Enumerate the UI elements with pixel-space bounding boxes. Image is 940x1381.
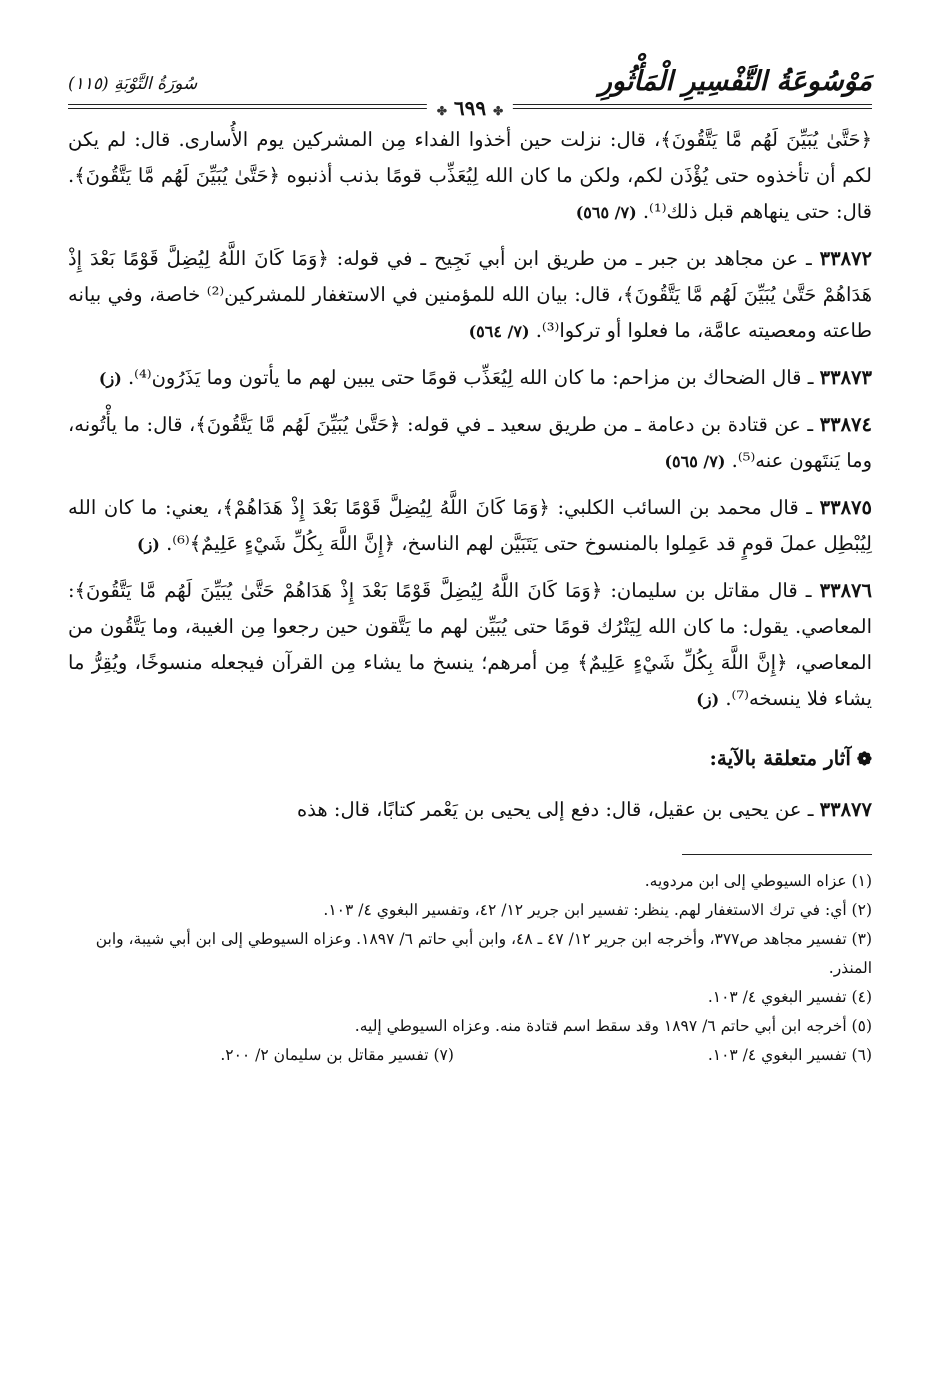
main-text (68, 122, 872, 828)
paragraph-text: ـ عن مجاهد بن جبر ـ من طريق ابن أبي نَجِيح ـ في قوله: ﴿وَمَا كَانَ اللَّهُ لِيُضِلَّ قَوْمًا بَعْدَ إِذْ هَدَاهُمْ حَتَّىٰ يُبَيِّنَ لَهُم مَّا يَتَّقُونَ﴾، قال: بيان الله للمؤمنين في الاستغفار للمشركين⁽²⁾ خاصة، وفي بيانه طاعته ومعصيته عامَّة، ما فعلوا أو تركوا⁽³⁾. (68, 247, 872, 342)
running-header (68, 62, 872, 120)
paragraph-text: ـ عن قتادة بن دعامة ـ من طريق سعيد ـ في قوله: ﴿حَتَّىٰ يُبَيِّنَ لَهُم مَّا يَتَّقُونَ﴾، قال: ما يأْتُونه، وما يَنتَهون عنه⁽⁵⁾. (68, 413, 872, 472)
narration-number: ٣٣٨٧٧ (819, 798, 872, 821)
narration-33874 (68, 407, 872, 480)
footnote-2: (٢) أي: في ترك الاستغفار لهم. ينظر: تفسير ابن جرير ١٢/ ٤٢، وتفسير البغوي ٤/ ١٠٣. (323, 901, 872, 919)
ornament-icon: ✤ (436, 104, 447, 118)
footnote-4: (٤) تفسير البغوي ٤/ ١٠٣. (707, 988, 872, 1006)
paragraph-text: ـ عن يحيى بن عقيل، قال: دفع إلى يحيى بن يَعْمر كتابًا، قال: هذه (296, 798, 814, 821)
narration-33873 (68, 360, 872, 397)
narration-33876 (68, 573, 872, 718)
narration-33875 (68, 490, 872, 563)
volume-reference: (٧/ ٥٦٥) (664, 452, 726, 471)
narration-number: ٣٣٨٧٤ (819, 413, 872, 436)
footnote-6: (٦) تفسير البغوي ٤/ ١٠٣. (707, 1046, 872, 1064)
footnote-3: (٣) تفسير مجاهد ص٣٧٧، وأخرجه ابن جرير ١٢/ ٤٧ ـ ٤٨، وابن أبي حاتم ٦/ ١٨٩٧. وعزاه السيوطي إلى ابن أبي شيبة، وابن المنذر. (95, 930, 872, 977)
footnotes (68, 867, 872, 1070)
volume-reference: (ز) (98, 369, 122, 388)
footnote-row (68, 1041, 872, 1070)
paragraph-continued (68, 122, 872, 231)
narration-number: ٣٣٨٧٥ (819, 496, 872, 519)
footnote-7: (٧) تفسير مقاتل بن سليمان ٢/ ٢٠٠. (220, 1046, 454, 1064)
footnote-1: (١) عزاه السيوطي إلى ابن مردويه. (644, 872, 872, 890)
footnote-5: (٥) أخرجه ابن أبي حاتم ٦/ ١٨٩٧ وقد سقط اسم قتادة منه. وعزاه السيوطي إليه. (354, 1017, 872, 1035)
narration-number: ٣٣٨٧٢ (819, 247, 872, 270)
volume-reference: (ز) (137, 535, 160, 554)
paragraph-text: ـ قال الضحاك بن مزاحم: ما كان الله لِيُعَذِّب قومًا حتى يبين لهم ما يأتون وما يَذَرُون⁽⁴⁾. (127, 366, 814, 389)
volume-reference: (٧/ ٥٦٥) (575, 203, 637, 222)
narration-number: ٣٣٨٧٦ (819, 579, 872, 602)
paragraph-text: ـ قال مقاتل بن سليمان: ﴿وَمَا كَانَ اللَّهُ لِيُضِلَّ قَوْمًا بَعْدَ إِذْ هَدَاهُمْ حَتَّىٰ يُبَيِّنَ لَهُم مَّا يَتَّقُونَ﴾: المعاصي. يقول: ما كان الله لِيَتْرُك قومًا حتى يُبَيِّن لهم ما يَتَّقون حين رجعوا مِن الغيبة، وما يَتَّقُون من المعاصي، ﴿إِنَّ اللَّهَ بِكُلِّ شَيْءٍ عَلِيمٌ﴾ مِن أمرهم؛ ينسخ ما يشاء مِن القرآن فيجعله منسوخًا، ويُقِرُّ ما يشاء فلا ينسخه⁽⁷⁾. (68, 579, 872, 710)
surah-label: سُورَةُ التَّوْبَةِ (١١٥) (68, 74, 198, 94)
narration-number: ٣٣٨٧٣ (819, 366, 872, 389)
section-title: آثار متعلقة بالآية: (709, 746, 851, 770)
volume-reference: (٧/ ٥٦٤) (468, 322, 530, 341)
ornament-icon: ✤ (493, 104, 504, 118)
page-number: ٦٩٩ (453, 96, 487, 120)
narration-33877 (68, 792, 872, 828)
footnote-separator (682, 854, 872, 855)
book-title: مَوْسُوعَةُ التَّفْسِيرِ الْمَأْثُورِ (598, 66, 872, 97)
page-number-box (427, 96, 513, 120)
section-heading (68, 740, 872, 778)
flower-icon: ❁ (856, 749, 872, 770)
volume-reference: (ز) (696, 690, 720, 709)
narration-33872 (68, 241, 872, 350)
paragraph-text: ـ قال محمد بن السائب الكلبي: ﴿وَمَا كَانَ اللَّهُ لِيُضِلَّ قَوْمًا بَعْدَ إِذْ هَدَاهُمْ﴾، يعني: ما كان الله لِيُبْطِل عملَ قومٍ قد عَمِلوا بالمنسوخ حتى يَتَبَيَّن لهم الناسخ، ﴿إِنَّ اللَّهَ بِكُلِّ شَيْءٍ عَلِيمٌ﴾⁽⁶⁾. (68, 496, 872, 555)
paragraph-text: ﴿حَتَّىٰ يُبَيِّنَ لَهُم مَّا يَتَّقُونَ﴾، قال: نزلت حين أخذوا الفداء مِن المشركين يوم الأُسارى. قال: لم يكن لكم أن تأخذوه حتى يُؤْذَن لكم، ولكن ما كان الله لِيُعَذِّب قومًا بذنب أذنبوه ﴿حَتَّىٰ يُبَيِّنَ لَهُم مَّا يَتَّقُونَ﴾. قال: حتى ينهاهم قبل ذلك⁽¹⁾. (68, 128, 872, 223)
